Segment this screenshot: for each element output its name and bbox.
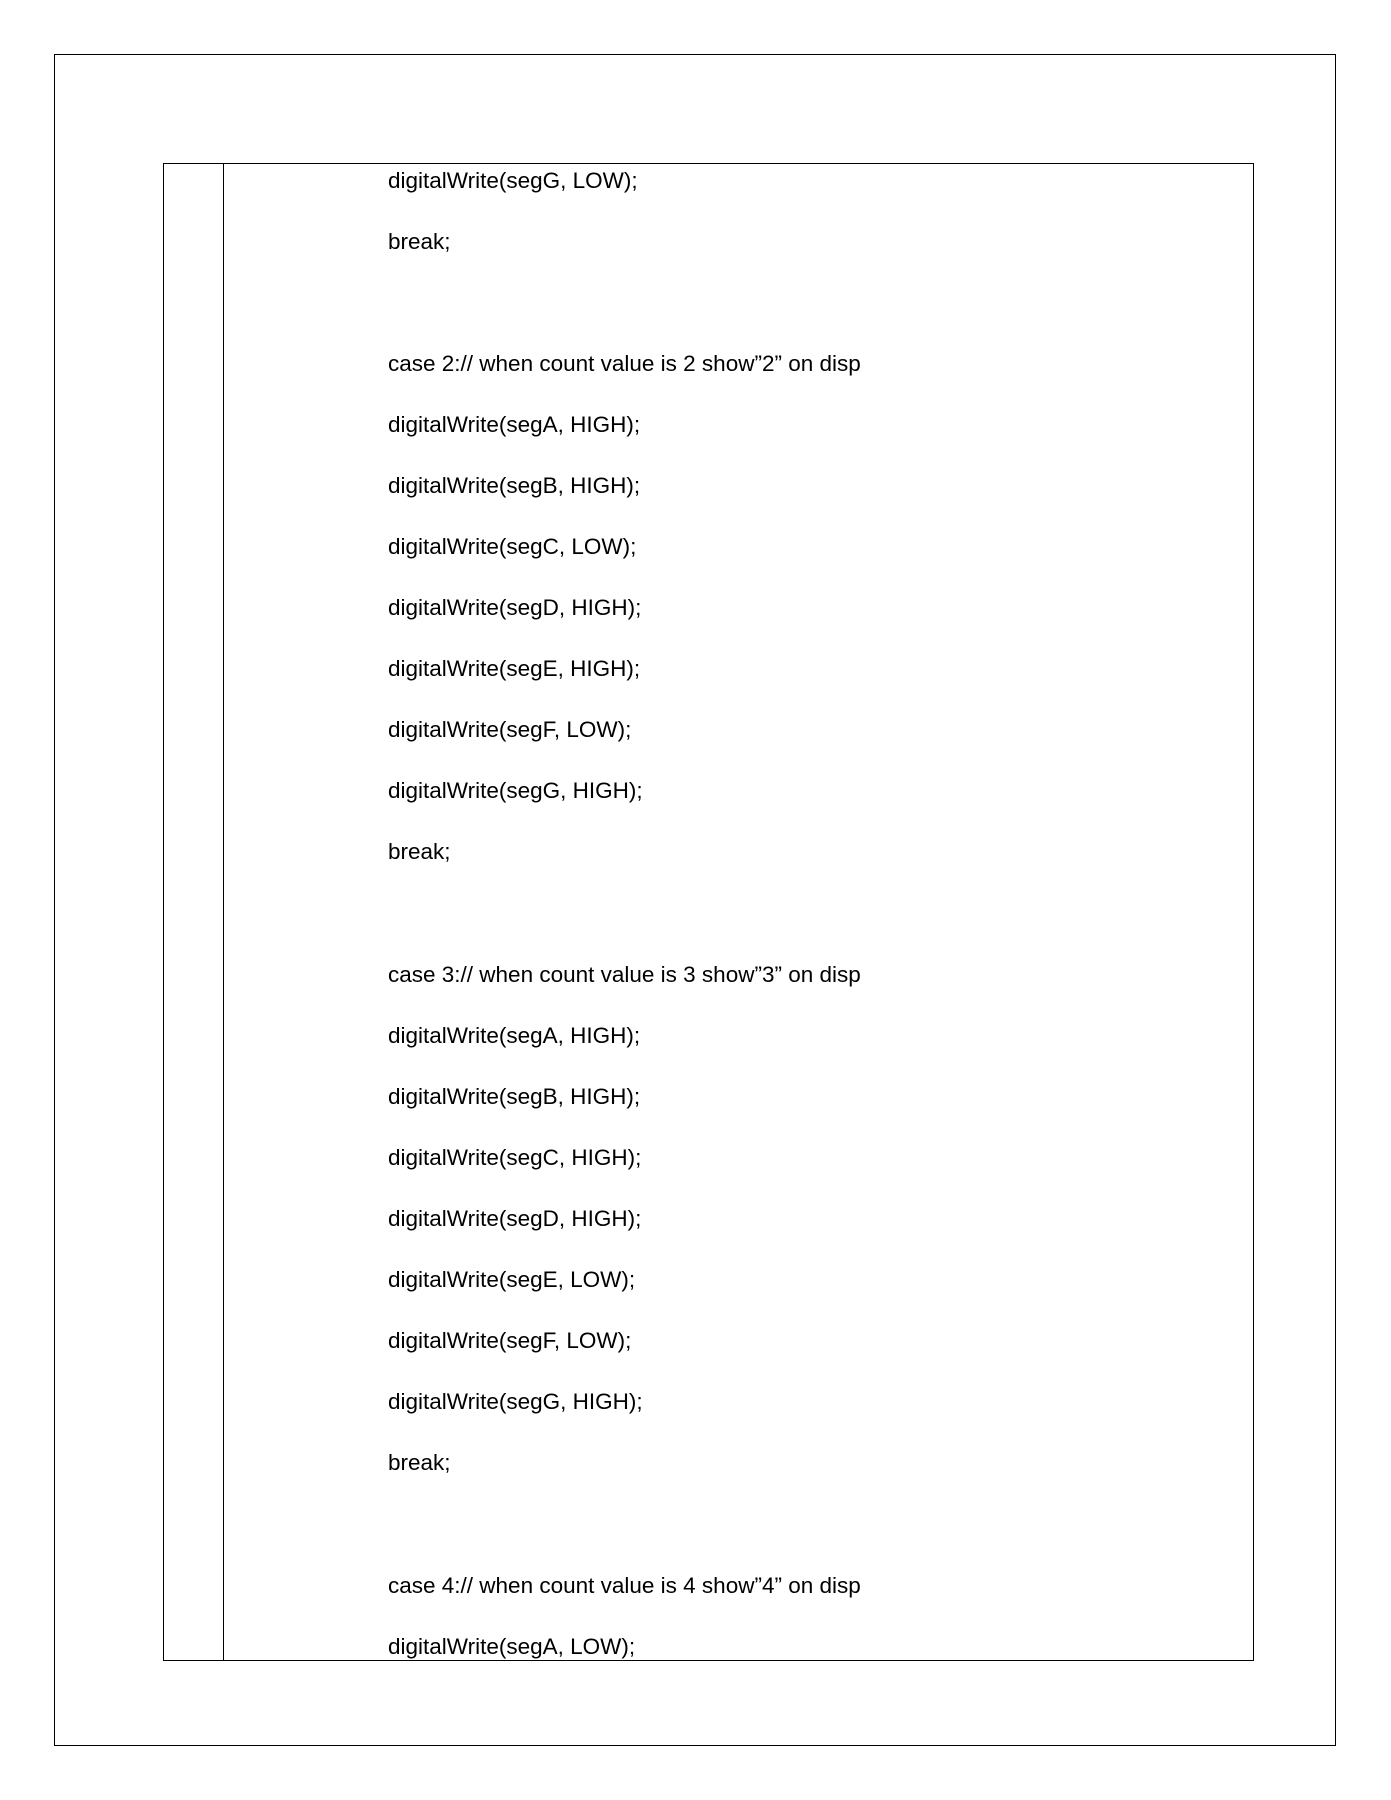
code-line: digitalWrite(segB, HIGH); xyxy=(388,1084,641,1109)
code-line: case 3:// when count value is 3 show”3” on disp xyxy=(388,962,861,987)
line-number-column xyxy=(164,164,224,1660)
code-line: break; xyxy=(388,839,451,864)
code-line: digitalWrite(segE, HIGH); xyxy=(388,656,641,681)
code-line: case 2:// when count value is 2 show”2” on disp xyxy=(388,351,861,376)
code-line: digitalWrite(segC, LOW); xyxy=(388,534,637,559)
code-line: digitalWrite(segF, LOW); xyxy=(388,717,632,742)
code-line: break; xyxy=(388,229,451,254)
code-line: digitalWrite(segE, LOW); xyxy=(388,1267,636,1292)
code-table xyxy=(163,163,1254,1661)
code-line: break; xyxy=(388,1450,451,1475)
code-line: digitalWrite(segA, HIGH); xyxy=(388,412,641,437)
code-line: digitalWrite(segA, LOW); xyxy=(388,1634,636,1659)
code-line: case 4:// when count value is 4 show”4” on disp xyxy=(388,1573,861,1598)
code-line: digitalWrite(segG, HIGH); xyxy=(388,1389,643,1414)
code-line: digitalWrite(segF, LOW); xyxy=(388,1328,632,1353)
code-line: digitalWrite(segG, HIGH); xyxy=(388,778,643,803)
code-line: digitalWrite(segB, HIGH); xyxy=(388,473,641,498)
code-column xyxy=(224,164,1253,1660)
code-line: digitalWrite(segD, HIGH); xyxy=(388,595,642,620)
code-line: digitalWrite(segC, HIGH); xyxy=(388,1145,642,1170)
code-line: digitalWrite(segA, HIGH); xyxy=(388,1023,641,1048)
code-line: digitalWrite(segD, HIGH); xyxy=(388,1206,642,1231)
code-line: digitalWrite(segG, LOW); xyxy=(388,168,638,193)
